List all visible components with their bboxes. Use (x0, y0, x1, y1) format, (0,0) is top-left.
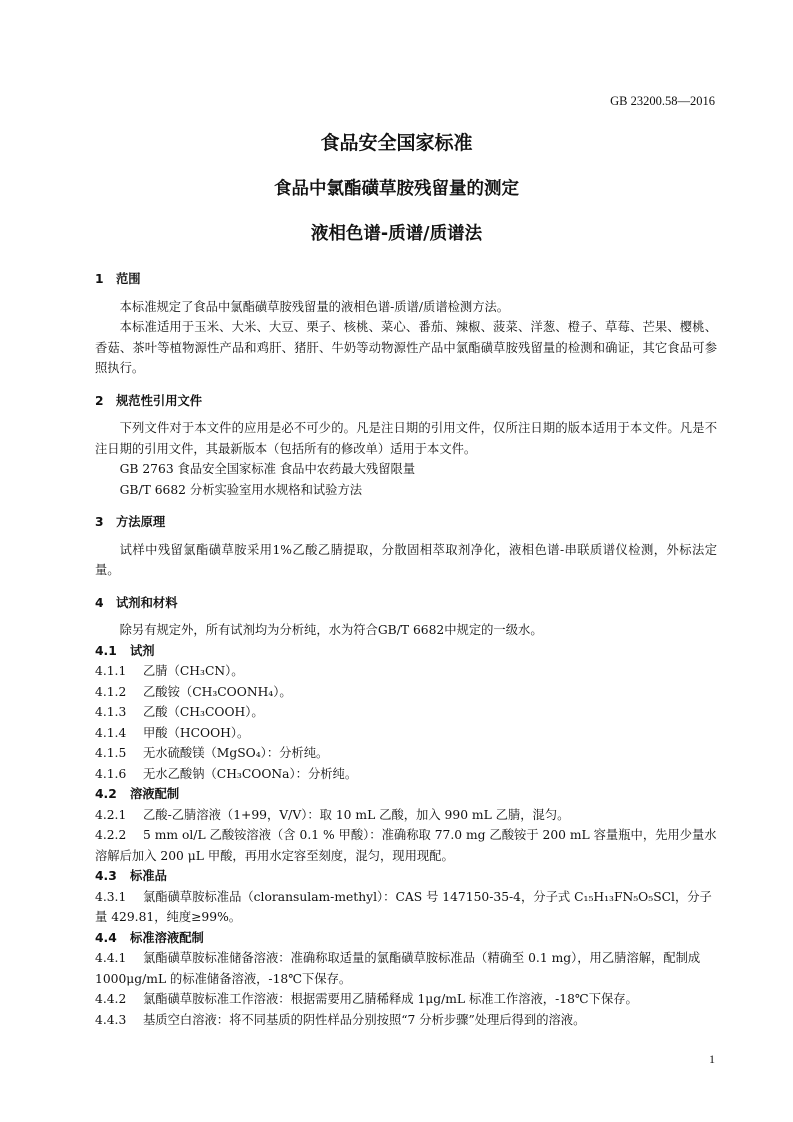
list-item: 4.3.1 氯酯磺草胺标准品（cloransulam-methyl）：CAS 号 147150-35-4，分子式 C₁₅H₁₃FN₅O₅SCl，分子量 429.81，纯度≥99%。 (95, 889, 712, 924)
section-2-heading: 2 规范性引用文件 (95, 393, 203, 408)
list-item: 4.4.2 氯酯磺草胺标准工作溶液：根据需要用乙腈稀释成 1μg/mL 标准工作溶液，-18℃下保存。 (95, 992, 638, 1006)
list-item: 4.1.5 无水硫酸镁（MgSO₄）：分析纯。 (95, 746, 329, 760)
subsection-4-3-heading: 4.3 标准品 (95, 869, 167, 883)
main-title: 食品中氯酯磺草胺残留量的测定 (274, 179, 519, 199)
reference-gbt6682: GB/T 6682 分析实验室用水规格和试验方法 (119, 482, 363, 497)
section-4-paragraph-1: 除另有规定外，所有试剂均为分析纯，水为符合GB/T 6682中规定的一级水。 (119, 623, 543, 637)
document-body (95, 265, 717, 1030)
method-title: 液相色谱-质谱/质谱法 (310, 224, 483, 244)
subsection-4-1-heading: 4.1 试剂 (95, 643, 155, 658)
subsection-4-2-heading: 4.2 溶液配制 (95, 787, 180, 801)
section-4-heading: 4 试剂和材料 (95, 595, 178, 610)
section-3-paragraph-1: 试样中残留氯酯磺草胺采用1%乙酸乙腈提取，分散固相萃取剂净化，液相色谱-串联质谱仪检测，外标法定量。 (95, 542, 717, 577)
list-item: 4.2.2 5 mm ol/L 乙酸铵溶液（含 0.1 % 甲酸）：准确称取 77.0 mg 乙酸铵于 200 mL 容量瓶中，先用少量水溶解后加入 200 μL 甲酸，再用水定容至刻度，混匀，现用现配。 (95, 828, 717, 863)
standard-number: GB 23200.58—2016 (610, 94, 715, 108)
list-item: 4.2.1 乙酸-乙腈溶液（1+99，V/V）：取 10 mL 乙酸，加入 990 mL 乙腈，混匀。 (95, 807, 570, 822)
section-1-paragraph-1: 本标准规定了食品中氯酯磺草胺残留量的液相色谱-质谱/质谱检测方法。 (119, 299, 510, 314)
list-item: 4.1.2 乙酸铵（CH₃COONH₄）。 (95, 684, 292, 699)
list-item: 4.1.6 无水乙酸钠（CH₃COONa）：分析纯。 (95, 766, 358, 781)
section-1-paragraph-2: 本标准适用于玉米、大米、大豆、栗子、核桃、菜心、番茄、辣椒、菠菜、洋葱、橙子、草莓、芒果、樱桃、香菇、茶叶等植物源性产品和鸡肝、猪肝、牛奶等动物源性产品中氯酯磺草胺残留量的检测和确证，其它食品可参照执行。 (95, 320, 717, 375)
national-standard-title: 食品安全国家标准 (320, 132, 473, 154)
reference-gb2763: GB 2763 食品安全国家标准 食品中农药最大残留限量 (119, 462, 416, 476)
section-1-heading: 1 范围 (95, 272, 141, 286)
section-3-heading: 3 方法原理 (95, 515, 166, 529)
list-item: 4.4.1 氯酯磺草胺标准储备溶液：准确称取适量的氯酯磺草胺标准品（精确至 0.1 mg），用乙腈溶解，配制成 1000μg/mL 的标准储备溶液，-18℃下保存。 (95, 951, 701, 986)
section-2-paragraph-1: 下列文件对于本文件的应用是必不可少的。凡是注日期的引用文件，仅所注日期的版本适用于本文件。凡是不注日期的引用文件，其最新版本（包括所有的修改单）适用于本文件。 (95, 421, 717, 456)
list-item: 4.4.3 基质空白溶液：将不同基质的阴性样品分别按照“7 分析步骤”处理后得到的溶液。 (95, 1012, 586, 1027)
list-item: 4.1.4 甲酸（HCOOH）。 (95, 725, 250, 740)
page-number: 1 (709, 1052, 715, 1066)
list-item: 4.1.1 乙腈（CH₃CN）。 (95, 664, 244, 678)
subsection-4-4-heading: 4.4 标准溶液配制 (95, 930, 204, 945)
list-item: 4.1.3 乙酸（CH₃COOH）。 (95, 705, 264, 719)
